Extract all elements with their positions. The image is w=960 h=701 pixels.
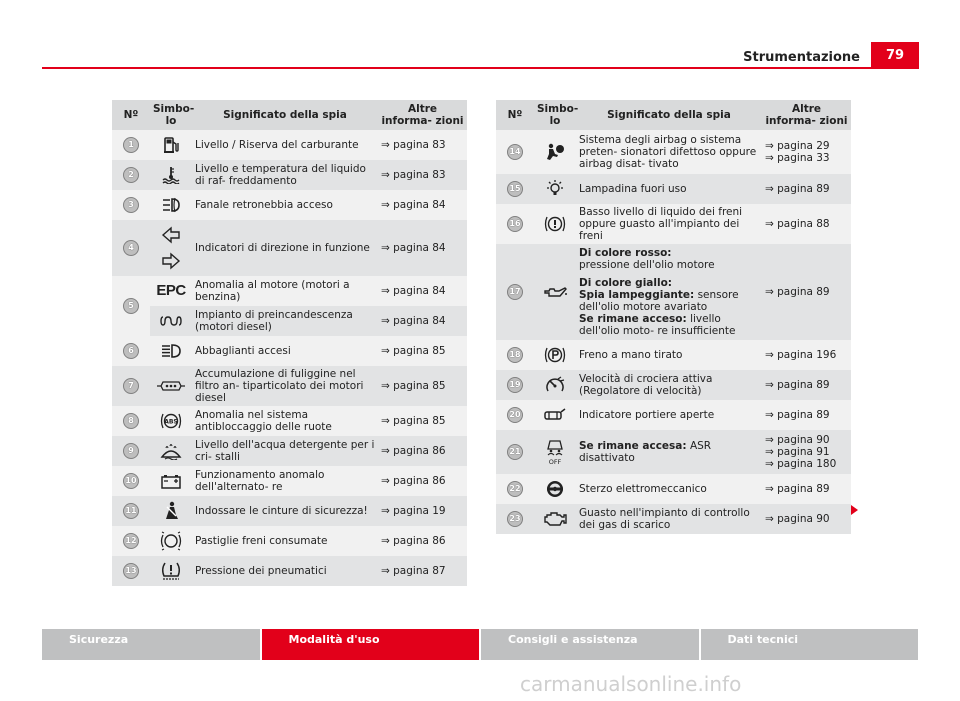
page-reference[interactable]: ⇒ pagina 85	[378, 406, 467, 436]
page-reference[interactable]: ⇒ pagina 84	[378, 220, 467, 276]
row-number-badge: 3	[123, 197, 139, 213]
row-number-badge: 19	[507, 377, 523, 393]
table-row	[496, 204, 851, 244]
meaning-text: Guasto nell'impianto di controllo dei gas di scarico	[576, 504, 762, 534]
row-number-badge: 5	[123, 298, 139, 314]
meaning-text: Fanale retronebbia acceso	[192, 190, 378, 220]
page-reference[interactable]: ⇒ pagina 84	[378, 306, 467, 336]
table-row	[112, 466, 467, 496]
meaning-text: Pastiglie freni consumate	[192, 526, 378, 556]
meaning-text: Livello / Riserva del carburante	[192, 130, 378, 160]
table-row	[496, 504, 851, 534]
yellow-state-title: Di colore giallo:	[579, 277, 672, 289]
coolant-temperature-icon	[161, 169, 181, 181]
col-header-symbol: Simbo- lo	[534, 100, 576, 130]
table-row	[496, 370, 851, 400]
meaning-text: Basso livello di liquido dei freni oppure guasto all'impianto dei freni	[576, 204, 762, 244]
page-reference[interactable]: ⇒ pagina 19	[378, 496, 467, 526]
page-reference[interactable]: ⇒ pagina 33	[765, 152, 830, 164]
table-header-row	[496, 100, 851, 130]
fuel-pump-icon	[162, 139, 180, 151]
door-open-icon	[543, 409, 567, 421]
footer-nav	[42, 629, 918, 660]
row-number-badge: 11	[123, 503, 139, 519]
table-row	[112, 190, 467, 220]
svg-text:ABS: ABS	[164, 418, 178, 426]
asr-state-label: Se rimane accesa:	[579, 440, 687, 452]
brake-pads-icon	[160, 535, 182, 547]
meaning-text: Funzionamento anomalo dell'alternato- re	[192, 466, 378, 496]
page-reference[interactable]: ⇒ pagina 86	[378, 526, 467, 556]
row-number-badge: 17	[507, 284, 523, 300]
meaning-text: Anomalia nel sistema antibloccaggio delle ruote	[192, 406, 378, 436]
row-number-badge: 1	[123, 137, 139, 153]
parking-brake-icon	[544, 349, 566, 361]
red-state-text: pressione dell'olio motore	[579, 259, 715, 271]
row-number-badge: 9	[123, 443, 139, 459]
meaning-text: Sistema degli airbag o sistema preten- sionatori difettoso oppure airbag disat- tivato	[576, 130, 762, 174]
engine-check-icon	[542, 513, 568, 525]
page-reference[interactable]: ⇒ pagina 83	[378, 130, 467, 160]
table-row	[112, 220, 467, 276]
col-header-meaning: Significato della spia	[192, 100, 378, 130]
seat-belt-icon	[162, 505, 180, 517]
row-number-badge: 7	[123, 378, 139, 394]
table-row	[112, 130, 467, 160]
page-reference[interactable]: ⇒ pagina 90	[765, 434, 830, 446]
page-reference[interactable]: ⇒ pagina 89	[762, 474, 851, 504]
col-header-refs: Altre informa- zioni	[762, 100, 851, 130]
table-row	[112, 496, 467, 526]
table-row	[496, 340, 851, 370]
row-number-badge: 6	[123, 343, 139, 359]
meaning-text: Impianto di preincandescenza (motori diesel)	[192, 306, 378, 336]
page-reference[interactable]: ⇒ pagina 85	[378, 336, 467, 366]
page-reference[interactable]: ⇒ pagina 87	[378, 556, 467, 586]
table-row	[496, 430, 851, 474]
table-row	[112, 276, 467, 306]
col-header-num: Nº	[496, 100, 534, 130]
footer-tab-sicurezza[interactable]: Sicurezza	[42, 629, 260, 660]
table-row	[496, 244, 851, 274]
stay-on-text: livello dell'olio moto- re insufficiente	[579, 313, 736, 337]
row-number-badge: 21	[507, 444, 523, 460]
meaning-text: Velocità di crociera attiva (Regolatore di velocità)	[576, 370, 762, 400]
page-reference[interactable]: ⇒ pagina 86	[378, 436, 467, 466]
page-reference[interactable]: ⇒ pagina 196	[762, 340, 851, 370]
row-number-badge: 14	[507, 144, 523, 160]
washer-fluid-icon	[160, 445, 182, 457]
page-reference[interactable]: ⇒ pagina 90	[762, 504, 851, 534]
table-row	[496, 400, 851, 430]
footer-tab-consigli[interactable]: Consigli e assistenza	[481, 629, 699, 660]
particulate-filter-icon	[156, 380, 186, 392]
table-row	[112, 306, 467, 336]
rear-fog-light-icon	[160, 199, 182, 211]
page-reference[interactable]: ⇒ pagina 91	[765, 446, 830, 458]
meaning-text: Anomalia al motore (motori a benzina)	[192, 276, 378, 306]
table-row	[496, 130, 851, 174]
row-number-badge: 10	[123, 473, 139, 489]
page-reference[interactable]: ⇒ pagina 89	[762, 370, 851, 400]
tyre-pressure-icon	[160, 565, 182, 577]
svg-text:OFF: OFF	[548, 458, 562, 465]
oil-can-icon	[542, 286, 568, 298]
epc-icon: EPC	[156, 281, 186, 299]
meaning-text: Indicatore portiere aperte	[576, 400, 762, 430]
row-number-badge: 22	[507, 481, 523, 497]
page-reference[interactable]: ⇒ pagina 89	[762, 244, 851, 340]
row-number-badge: 15	[507, 181, 523, 197]
page-reference[interactable]: ⇒ pagina 89	[762, 400, 851, 430]
page-reference[interactable]: ⇒ pagina 84	[378, 276, 467, 306]
page-reference[interactable]: ⇒ pagina 29	[765, 140, 830, 152]
red-state-title: Di colore rosso:	[579, 247, 672, 259]
col-header-refs: Altre informa- zioni	[378, 100, 467, 130]
table-row	[112, 436, 467, 466]
steering-wheel-icon	[544, 483, 566, 495]
col-header-num: Nº	[112, 100, 150, 130]
continue-arrow-icon	[851, 505, 858, 515]
table-row	[112, 556, 467, 586]
battery-icon	[160, 475, 182, 487]
meaning-text: Livello dell'acqua detergente per i cri- stalli	[192, 436, 378, 466]
row-number-badge: 8	[123, 413, 139, 429]
meaning-text: ASR disattivato	[579, 440, 712, 464]
header-rule	[42, 67, 872, 69]
warning-lights-table-right	[496, 100, 851, 534]
page-reference[interactable]: ⇒ pagina 180	[765, 458, 837, 470]
abs-icon	[160, 415, 182, 427]
section-title: Strumentazione	[743, 50, 860, 65]
meaning-text: Indossare le cinture di sicurezza!	[192, 496, 378, 526]
page-reference[interactable]: ⇒ pagina 85	[378, 366, 467, 406]
meaning-text: Abbaglianti accesi	[192, 336, 378, 366]
table-row	[112, 366, 467, 406]
blink-label: Spia lampeggiante:	[579, 289, 695, 301]
stay-on-label: Se rimane acceso:	[579, 313, 687, 325]
warning-lights-table-left	[112, 100, 467, 586]
bulb-failure-icon	[544, 183, 566, 195]
turn-signal-arrows-icon	[161, 242, 181, 254]
table-row	[112, 160, 467, 190]
table-row	[112, 406, 467, 436]
row-number-badge: 13	[123, 563, 139, 579]
meaning-text: Sterzo elettromeccanico	[576, 474, 762, 504]
page-reference[interactable]: ⇒ pagina 86	[378, 466, 467, 496]
asr-off-icon	[544, 446, 566, 465]
meaning-text: Indicatori di direzione in funzione	[192, 220, 378, 276]
footer-tab-modalita-uso[interactable]: Modalità d'uso	[262, 629, 480, 660]
table-header-row	[112, 100, 467, 130]
row-number-badge: 2	[123, 167, 139, 183]
meaning-text: Freno a mano tirato	[576, 340, 762, 370]
row-number-badge: 20	[507, 407, 523, 423]
meaning-text: Lampadina fuori uso	[576, 174, 762, 204]
page-reference[interactable]: ⇒ pagina 88	[762, 204, 851, 244]
table-row	[496, 174, 851, 204]
cruise-control-icon	[544, 379, 566, 391]
col-header-symbol: Simbo- lo	[150, 100, 192, 130]
table-row	[496, 474, 851, 504]
airbag-icon	[544, 146, 566, 158]
meaning-text: Livello e temperatura del liquido di raf- freddamento	[192, 160, 378, 190]
row-number-badge: 18	[507, 347, 523, 363]
page-reference[interactable]: ⇒ pagina 84	[378, 190, 467, 220]
meaning-text: Accumulazione di fuliggine nel filtro an- tiparticolato dei motori diesel	[192, 366, 378, 406]
glow-plug-icon	[160, 315, 182, 327]
row-number-badge: 16	[507, 216, 523, 232]
table-row	[112, 336, 467, 366]
high-beam-icon	[160, 345, 182, 357]
row-number-badge: 12	[123, 533, 139, 549]
row-number-badge: 4	[123, 240, 139, 256]
footer-tab-dati-tecnici[interactable]: Dati tecnici	[701, 629, 919, 660]
page-reference[interactable]: ⇒ pagina 83	[378, 160, 467, 190]
blink-text: sensore dell'olio motore avariato	[579, 289, 739, 313]
page-reference[interactable]: ⇒ pagina 89	[762, 174, 851, 204]
page-number: 79	[871, 42, 919, 69]
row-number-badge: 23	[507, 511, 523, 527]
meaning-text: Pressione dei pneumatici	[192, 556, 378, 586]
brake-fluid-icon	[544, 218, 566, 230]
table-row	[112, 526, 467, 556]
col-header-meaning: Significato della spia	[576, 100, 762, 130]
watermark: carmanualsonline.info	[520, 672, 742, 696]
